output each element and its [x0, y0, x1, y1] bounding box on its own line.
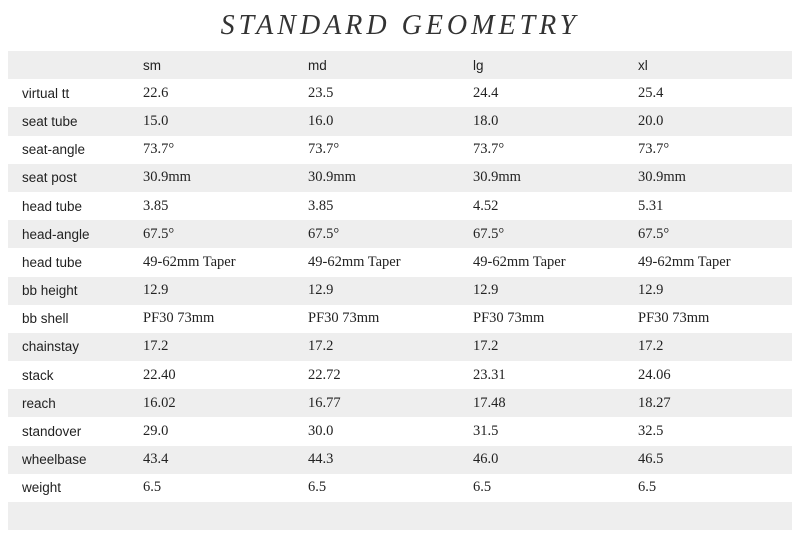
table-row [8, 333, 792, 361]
table-cell: 24.4 [473, 84, 499, 101]
table-row [8, 192, 792, 220]
row-label: seat post [22, 170, 77, 186]
table-cell: 12.9 [308, 282, 334, 299]
page-title: STANDARD GEOMETRY [220, 10, 580, 41]
table-row [8, 136, 792, 164]
table-cell: 23.31 [473, 366, 506, 383]
table-cell: 67.5° [638, 225, 670, 242]
table-cell: 30.9mm [473, 169, 521, 186]
row-label: weight [22, 480, 62, 496]
table-cell: 67.5° [308, 225, 340, 242]
row-label: standover [22, 424, 82, 440]
table-cell: 73.7° [143, 141, 175, 158]
table-cell: 17.2 [308, 338, 334, 355]
table-cell: 44.3 [308, 451, 334, 468]
table-cell: 6.5 [638, 479, 657, 496]
row-label: head tube [22, 198, 83, 214]
header-cell-xl: xl [638, 57, 648, 73]
table-row [8, 446, 792, 474]
table-cell: 49-62mm Taper [638, 253, 731, 270]
table-cell: 30.9mm [638, 169, 686, 186]
table-row [8, 79, 792, 107]
table-cell: PF30 73mm [143, 310, 215, 327]
table-row [8, 417, 792, 445]
row-label: seat-angle [22, 142, 86, 158]
table-cell: 32.5 [638, 423, 664, 440]
table-cell: 17.2 [143, 338, 169, 355]
table-cell: 67.5° [143, 225, 175, 242]
table-cell: 4.52 [473, 197, 499, 214]
table-cell: 16.77 [308, 394, 341, 411]
row-label: head-angle [22, 226, 90, 242]
table-cell: 6.5 [143, 479, 162, 496]
table-cell: 12.9 [473, 282, 499, 299]
table-cell: PF30 73mm [473, 310, 545, 327]
row-label: bb shell [22, 311, 69, 327]
table-cell: 30.9mm [143, 169, 191, 186]
table-cell: 46.0 [473, 451, 499, 468]
table-row [8, 389, 792, 417]
table-cell: 3.85 [143, 197, 169, 214]
table-cell: 17.2 [473, 338, 499, 355]
table-cell: 49-62mm Taper [473, 253, 566, 270]
table-cell: 24.06 [638, 366, 671, 383]
table-row [8, 361, 792, 389]
table-row [8, 474, 792, 502]
table-cell: 46.5 [638, 451, 664, 468]
table-cell: 73.7° [638, 141, 670, 158]
table-cell: 25.4 [638, 84, 664, 101]
row-label: stack [22, 367, 54, 383]
geometry-table [8, 51, 792, 530]
table-header-row [8, 51, 792, 79]
table-cell: 20.0 [638, 112, 664, 129]
table-row [8, 277, 792, 305]
table-cell: 30.9mm [308, 169, 356, 186]
table-cell: 29.0 [143, 423, 169, 440]
row-label: wheelbase [22, 452, 87, 468]
table-cell: 22.6 [143, 84, 169, 101]
table-cell: 17.2 [638, 338, 664, 355]
table-cell: 18.0 [473, 112, 499, 129]
table-row [8, 107, 792, 135]
table-cell: 73.7° [473, 141, 505, 158]
table-row [8, 220, 792, 248]
table-footer-row [8, 502, 792, 530]
table-cell: 22.72 [308, 366, 341, 383]
table-cell: 43.4 [143, 451, 169, 468]
table-cell: 23.5 [308, 84, 334, 101]
row-label: reach [22, 395, 56, 411]
header-cell-lg: lg [473, 57, 484, 73]
table-body [8, 79, 792, 502]
row-label: bb height [22, 283, 78, 299]
table-cell: 30.0 [308, 423, 334, 440]
table-cell: 15.0 [143, 112, 169, 129]
table-cell: 5.31 [638, 197, 664, 214]
header-cell-sm: sm [143, 57, 161, 73]
table-cell: 16.0 [308, 112, 334, 129]
table-cell: 49-62mm Taper [143, 253, 236, 270]
row-label: head tube [22, 254, 83, 270]
table-cell: 6.5 [473, 479, 492, 496]
table-row [8, 164, 792, 192]
header-cell-md: md [308, 57, 327, 73]
table-cell: PF30 73mm [638, 310, 710, 327]
table-cell: 18.27 [638, 394, 671, 411]
table-cell: 31.5 [473, 423, 499, 440]
table-row [8, 305, 792, 333]
table-cell: 17.48 [473, 394, 506, 411]
table-cell: 16.02 [143, 394, 176, 411]
table-cell: 22.40 [143, 366, 176, 383]
table-cell: PF30 73mm [308, 310, 380, 327]
row-label: seat tube [22, 113, 78, 129]
table-cell: 73.7° [308, 141, 340, 158]
row-label: chainstay [22, 339, 80, 355]
table-cell: 67.5° [473, 225, 505, 242]
table-cell: 3.85 [308, 197, 334, 214]
table-cell: 49-62mm Taper [308, 253, 401, 270]
table-cell: 6.5 [308, 479, 327, 496]
table-cell: 12.9 [638, 282, 664, 299]
row-label: virtual tt [22, 85, 70, 101]
table-cell: 12.9 [143, 282, 169, 299]
table-row [8, 248, 792, 276]
